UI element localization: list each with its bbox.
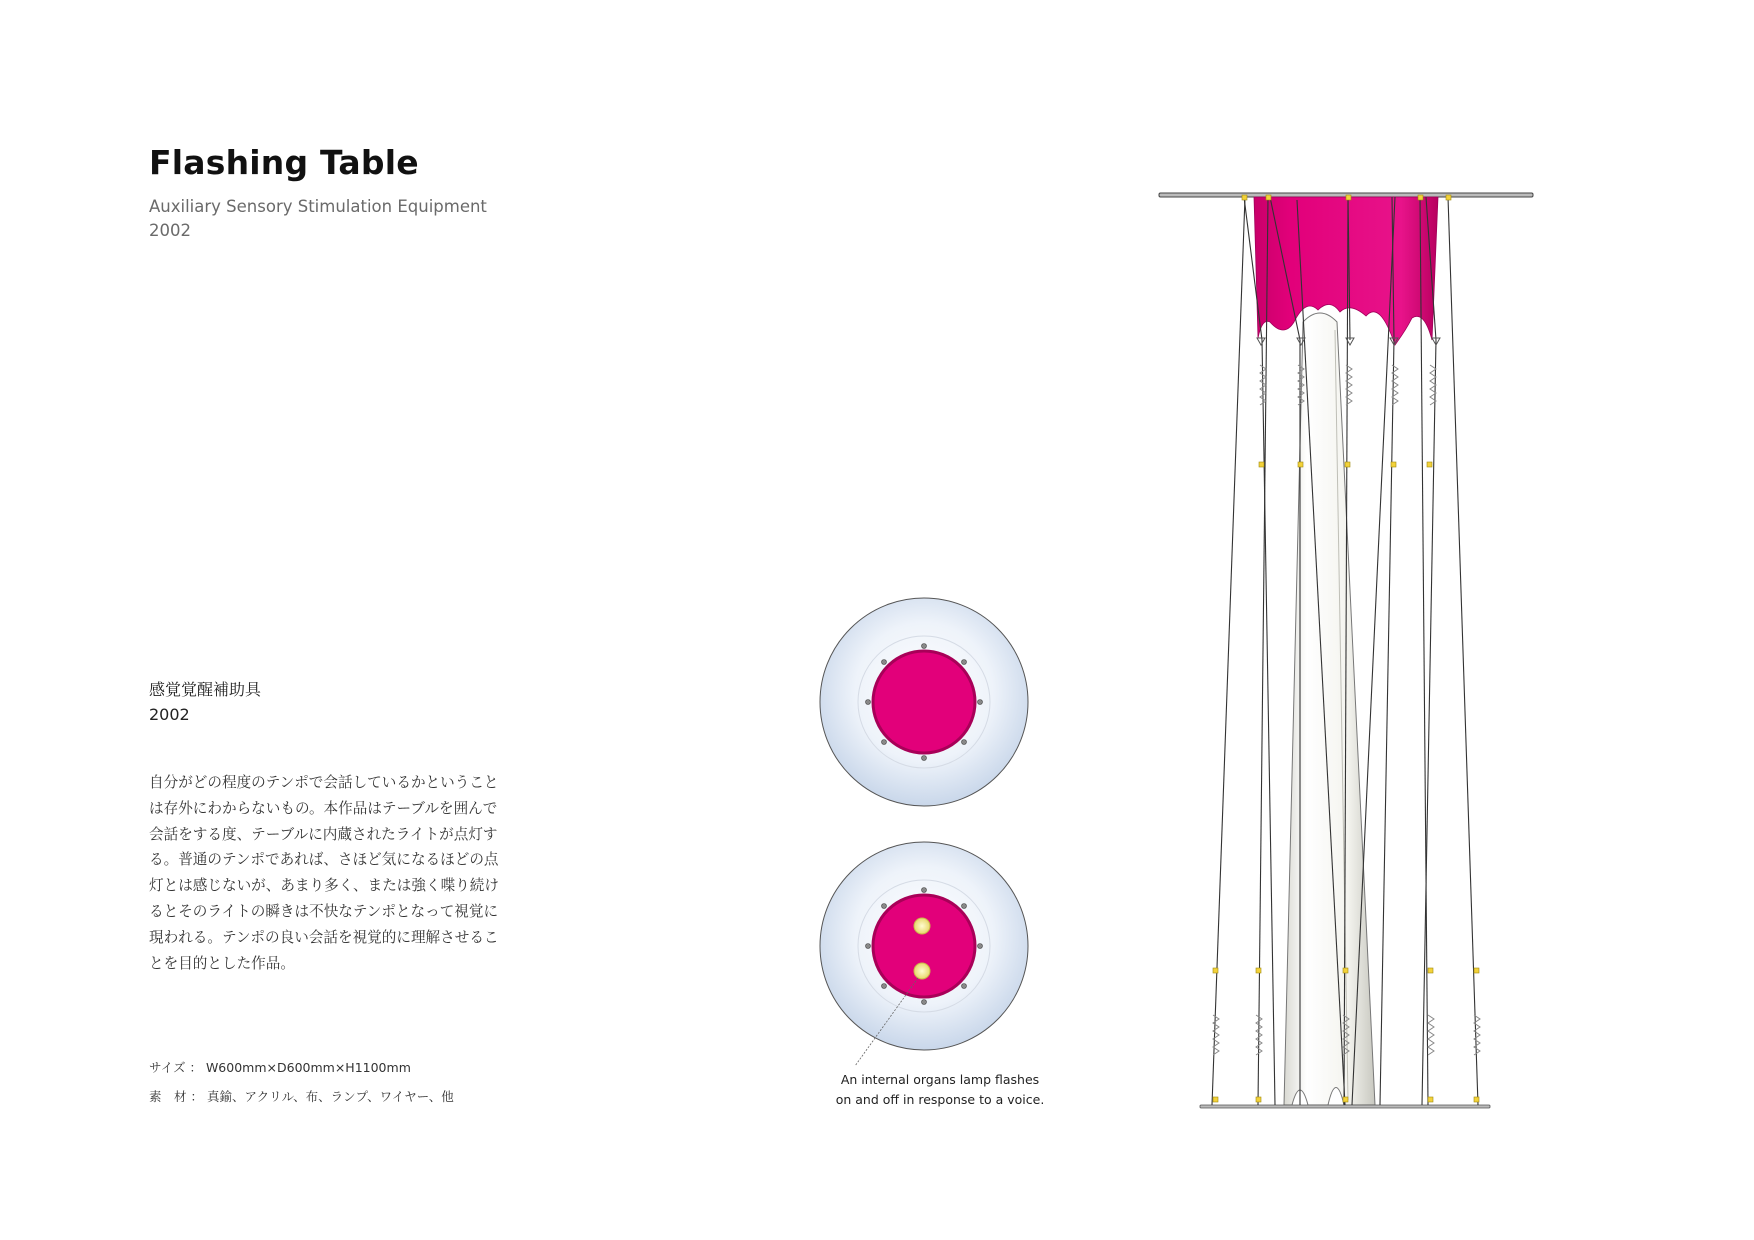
lamp-light-2 bbox=[914, 963, 930, 979]
side-elevation bbox=[1159, 193, 1533, 1108]
subtitle: Auxiliary Sensory Stimulation Equipment bbox=[149, 197, 487, 216]
caption-line-2: on and off in response to a voice. bbox=[835, 1092, 1045, 1107]
spec-material: 素 材 ： 真鍮、アクリル、布、ランプ、ワイヤー、他 bbox=[149, 1089, 454, 1104]
japanese-title: 感覚覚醒補助具 bbox=[149, 680, 262, 699]
spec-size: サイズ ： W600mm×D600mm×H1100mm bbox=[149, 1060, 411, 1075]
upper-springs bbox=[1260, 365, 1436, 405]
subtitle-year: 2002 bbox=[149, 221, 191, 240]
top-view-disc-off bbox=[820, 598, 1028, 806]
top-view-disc-on bbox=[820, 842, 1028, 1066]
japanese-description: 自分がどの程度のテンポで会話しているかということは存外にわからないもの。本作品はテーブルを囲んで会話をする度、テーブルに内蔵されたライトが点灯する。普通のテンポであれば、さほど気になるほどの点灯とは感じないが、あまり多く、または強く喋り続けるとそのライトの瞬きは不快なテンポとなって視覚に現われる。テンポの良い会話を視覚的に理解させることを目的とした作品。 bbox=[149, 774, 499, 972]
page-title: Flashing Table bbox=[149, 143, 419, 182]
central-pillar bbox=[1284, 313, 1375, 1105]
lamp-housing-off bbox=[873, 651, 975, 753]
lamp-light-1 bbox=[914, 918, 930, 934]
base-plate bbox=[1200, 1105, 1490, 1108]
magenta-fabric-cover bbox=[1254, 197, 1438, 345]
lamp-housing-on bbox=[873, 895, 975, 997]
wire-hooks bbox=[1257, 338, 1440, 345]
japanese-year: 2002 bbox=[149, 705, 190, 724]
caption-line-1: An internal organs lamp flashes bbox=[840, 1072, 1040, 1087]
